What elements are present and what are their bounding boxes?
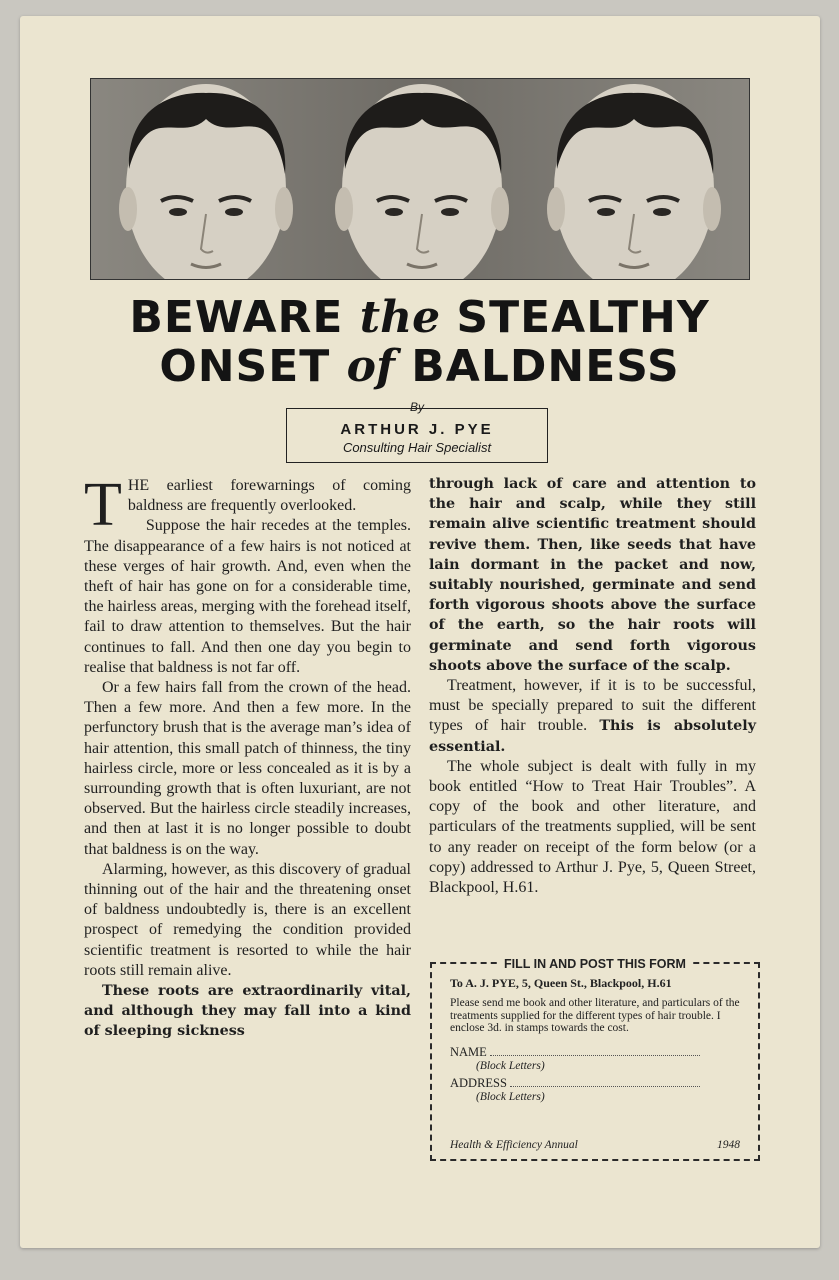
form-address: To A. J. PYE, 5, Queen St., Blackpool, H.61 (450, 976, 672, 990)
address-sublabel: (Block Letters) (476, 1090, 545, 1103)
paragraph-bold: These roots are extraordinarily vital, and although they may fall into a kind of sleeping sickness (84, 983, 411, 1040)
author-box (286, 408, 548, 463)
paragraph: Alarming, however, as this discovery of gradual thinning out of the hair and the threatening onset of baldness undoubtedly is, there is an excellent prospect of remedying the condition provided scientific treatment is resorted to while the hair roots still remain alive. (84, 860, 411, 979)
paragraph-bold: through lack of care and attention to the hair and scalp, while they still remain alive scientific treatment should revive them. Then, like seeds that have lain dormant in the packet and now, suitably nourished, germinate and send forth vigorous shoots above the surface of the earth, so the hair roots will germinate and send forth vigorous shoots above the surface of the scalp. (429, 476, 756, 674)
form-text: Please send me book and other literature, and particulars of the treatments supplied for the different types of hair trouble. I enclose 3d. in stamps towards the cost. (450, 997, 740, 1034)
paragraph: The whole subject is dealt with fully in my book entitled “How to Treat Hair Troubles”. A copy of the book and other literature, and particulars of the treatments supplied, will be sent to any reader on receipt of the form below (or a copy) addressed to Arthur J. Pye, 5, Queen Street, Blackpool, H.61. (429, 757, 756, 897)
address-field[interactable] (450, 1076, 740, 1103)
order-form (430, 957, 760, 1161)
paragraph: Treatment, however, if it is to be successful, must be specially prepared to suit the different types of hair trouble. This is absolutely essential. (429, 677, 756, 755)
name-field[interactable] (450, 1045, 740, 1072)
author-name: ARTHUR J. PYE (340, 421, 494, 438)
address-label: ADDRESS (450, 1075, 507, 1090)
paragraph: Suppose the hair recedes at the temples. The disappearance of a few hairs is not noticed at these verges of hair growth. And, even when the theft of hair has gone on for a considerable time, the hairless areas, merging with the forehead itself, fail to draw attention to themselves. But the hair continues to fall. And then one day you begin to realise that baldness is not far off. (84, 517, 411, 676)
author-title: Consulting Hair Specialist (342, 440, 492, 455)
paragraph: THE earliest forewarnings of coming baldness are frequently overlooked. (84, 471, 411, 539)
name-label: NAME (450, 1044, 487, 1059)
paragraph: Or a few hairs fall from the crown of the head. Then a few more. And then a few more. In the perfunctory brush that is the average man’s idea of hair attention, this small patch of thinness, the tiny hairless circle, more or less concealed as it is by a surrounding growth that is often luxuriant, are not observed. But the hairless circle steadily increases, and then at last it is no longer possible to doubt that baldness is on the way. (84, 679, 411, 858)
article-column-left (84, 471, 411, 1042)
publication-year: 1948 (717, 1139, 740, 1151)
byline-by: By (409, 400, 424, 414)
header-photo (90, 78, 750, 280)
headline-line-1: BEWARE the STEALTHY (129, 292, 710, 343)
three-faces-image (91, 79, 749, 279)
form-footer (450, 1139, 740, 1151)
name-sublabel: (Block Letters) (476, 1059, 545, 1072)
headline-line-2: ONSET of BALDNESS (159, 341, 680, 392)
form-heading: FILL IN AND POST THIS FORM (500, 957, 690, 971)
article-column-right (429, 474, 756, 898)
publication-name: Health & Efficiency Annual (450, 1139, 578, 1151)
drop-cap: T (84, 471, 122, 539)
